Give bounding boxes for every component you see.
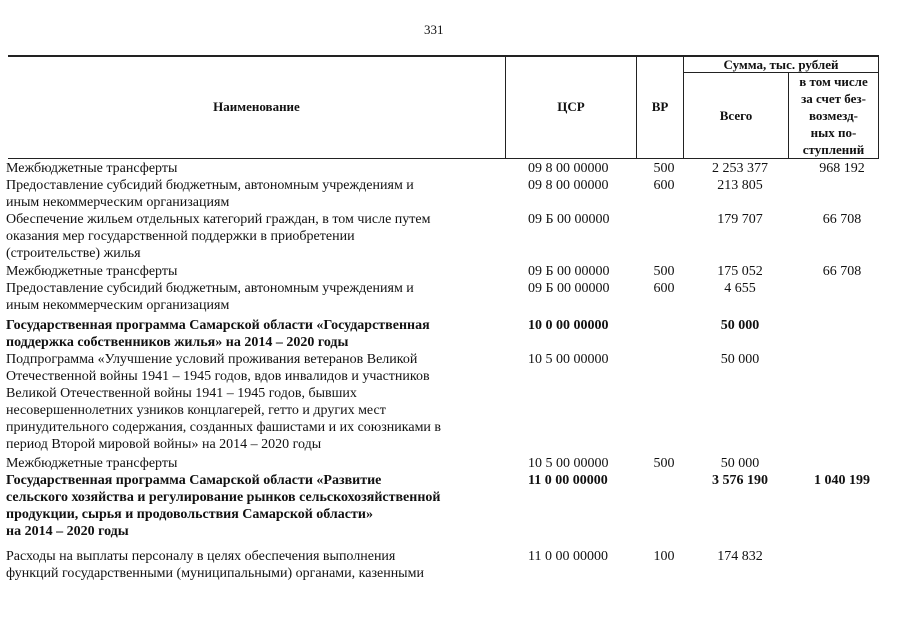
row-free: 1 040 199 <box>814 473 870 488</box>
row-name-line: иным некоммерческим организациям <box>6 195 230 210</box>
header-sum-title: Сумма, тыс. рублей <box>723 57 839 72</box>
row-name <box>6 455 506 472</box>
row-csr: 09 8 00 00000 <box>528 161 609 176</box>
header-csr: ЦСР <box>557 99 585 114</box>
header-bottom-rule <box>8 158 879 159</box>
row-total: 174 832 <box>717 549 763 564</box>
header-free-line: за счет без- <box>801 91 866 106</box>
row-name-line: (строительстве) жилья <box>6 246 141 261</box>
row-name-line: период Второй мировой войны» на 2014 – 2020 годы <box>6 437 322 452</box>
row-name-line: Межбюджетные трансферты <box>6 264 178 279</box>
row-total: 179 707 <box>717 212 763 227</box>
row-free: 968 192 <box>819 161 865 176</box>
row-free: 66 708 <box>822 264 862 279</box>
row-name <box>6 211 506 262</box>
row-name-line: Расходы на выплаты персоналу в целях обеспечения выполнения <box>6 549 396 564</box>
row-total: 50 000 <box>720 352 760 367</box>
row-name-line: сельского хозяйства и регулирование рынков сельскохозяйственной <box>6 490 441 505</box>
row-name <box>6 317 506 351</box>
header-vr: ВР <box>651 99 669 114</box>
row-name-line: Обеспечение жильем отдельных категорий граждан, в том числе путем <box>6 212 431 227</box>
row-csr: 09 Б 00 00000 <box>528 281 610 296</box>
row-name <box>6 160 506 177</box>
row-name <box>6 351 506 453</box>
row-csr: 09 8 00 00000 <box>528 178 609 193</box>
row-total: 50 000 <box>720 456 760 471</box>
row-name <box>6 263 506 280</box>
row-name-line: Государственная программа Самарской области «Государственная <box>6 318 430 333</box>
row-name-line: поддержка собственников жилья» на 2014 – 2020 годы <box>6 335 349 350</box>
row-name <box>6 280 506 314</box>
row-total: 50 000 <box>720 318 760 333</box>
header-free-line: в том числе <box>799 74 868 89</box>
row-name-line: Подпрограмма «Улучшение условий проживания ветеранов Великой <box>6 352 418 367</box>
header-free <box>789 73 878 158</box>
row-total: 175 052 <box>717 264 763 279</box>
header-divider-5 <box>878 55 879 159</box>
row-csr: 10 5 00 00000 <box>528 352 609 367</box>
header-name: Наименование <box>213 99 300 114</box>
header-free-line: возмезд- <box>809 108 858 123</box>
row-name-line: иным некоммерческим организациям <box>6 298 230 313</box>
row-csr: 09 Б 00 00000 <box>528 264 610 279</box>
row-vr: 100 <box>653 549 675 564</box>
row-vr: 600 <box>653 178 675 193</box>
row-name-line: Предоставление субсидий бюджетным, автономным учреждениям и <box>6 281 414 296</box>
row-name-line: Великой Отечественной войны 1941 – 1945 годов, бывших <box>6 386 357 401</box>
row-csr: 10 5 00 00000 <box>528 456 609 471</box>
row-total: 4 655 <box>724 281 756 296</box>
row-csr: 09 Б 00 00000 <box>528 212 610 227</box>
row-name-line: Государственная программа Самарской области «Развитие <box>6 473 382 488</box>
row-total: 213 805 <box>717 178 763 193</box>
row-total: 2 253 377 <box>712 161 768 176</box>
row-name-line: Отечественной войны 1941 – 1945 годов, вдов инвалидов и участников <box>6 369 430 384</box>
row-vr: 600 <box>653 281 675 296</box>
row-csr: 10 0 00 00000 <box>528 318 609 333</box>
row-total: 3 576 190 <box>712 473 768 488</box>
row-vr: 500 <box>653 264 675 279</box>
row-vr: 500 <box>653 161 675 176</box>
row-free: 66 708 <box>822 212 862 227</box>
header-free-line: ных по- <box>810 125 857 140</box>
row-csr: 11 0 00 00000 <box>528 549 608 564</box>
row-name-line: Межбюджетные трансферты <box>6 161 178 176</box>
row-name-line: оказания мер государственной поддержки в приобретении <box>6 229 355 244</box>
row-name-line: Предоставление субсидий бюджетным, автономным учреждениям и <box>6 178 414 193</box>
page-number: 331 <box>424 22 444 37</box>
row-name-line: функций государственными (муниципальными) органами, казенными <box>6 566 424 581</box>
row-name <box>6 548 506 582</box>
row-name-line: на 2014 – 2020 годы <box>6 524 129 539</box>
header-free-line: ступлений <box>802 142 865 157</box>
row-vr: 500 <box>653 456 675 471</box>
row-csr: 11 0 00 00000 <box>528 473 608 488</box>
row-name-line: принудительного содержания, созданных фашистами и их союзниками в <box>6 420 442 435</box>
row-name-line: Межбюджетные трансферты <box>6 456 178 471</box>
row-name <box>6 472 506 540</box>
row-name <box>6 177 506 211</box>
row-name-line: продукции, сырья и продовольствия Самарской области» <box>6 507 373 522</box>
header-total: Всего <box>719 108 753 123</box>
row-name-line: несовершеннолетних узников концлагерей, гетто и других мест <box>6 403 386 418</box>
